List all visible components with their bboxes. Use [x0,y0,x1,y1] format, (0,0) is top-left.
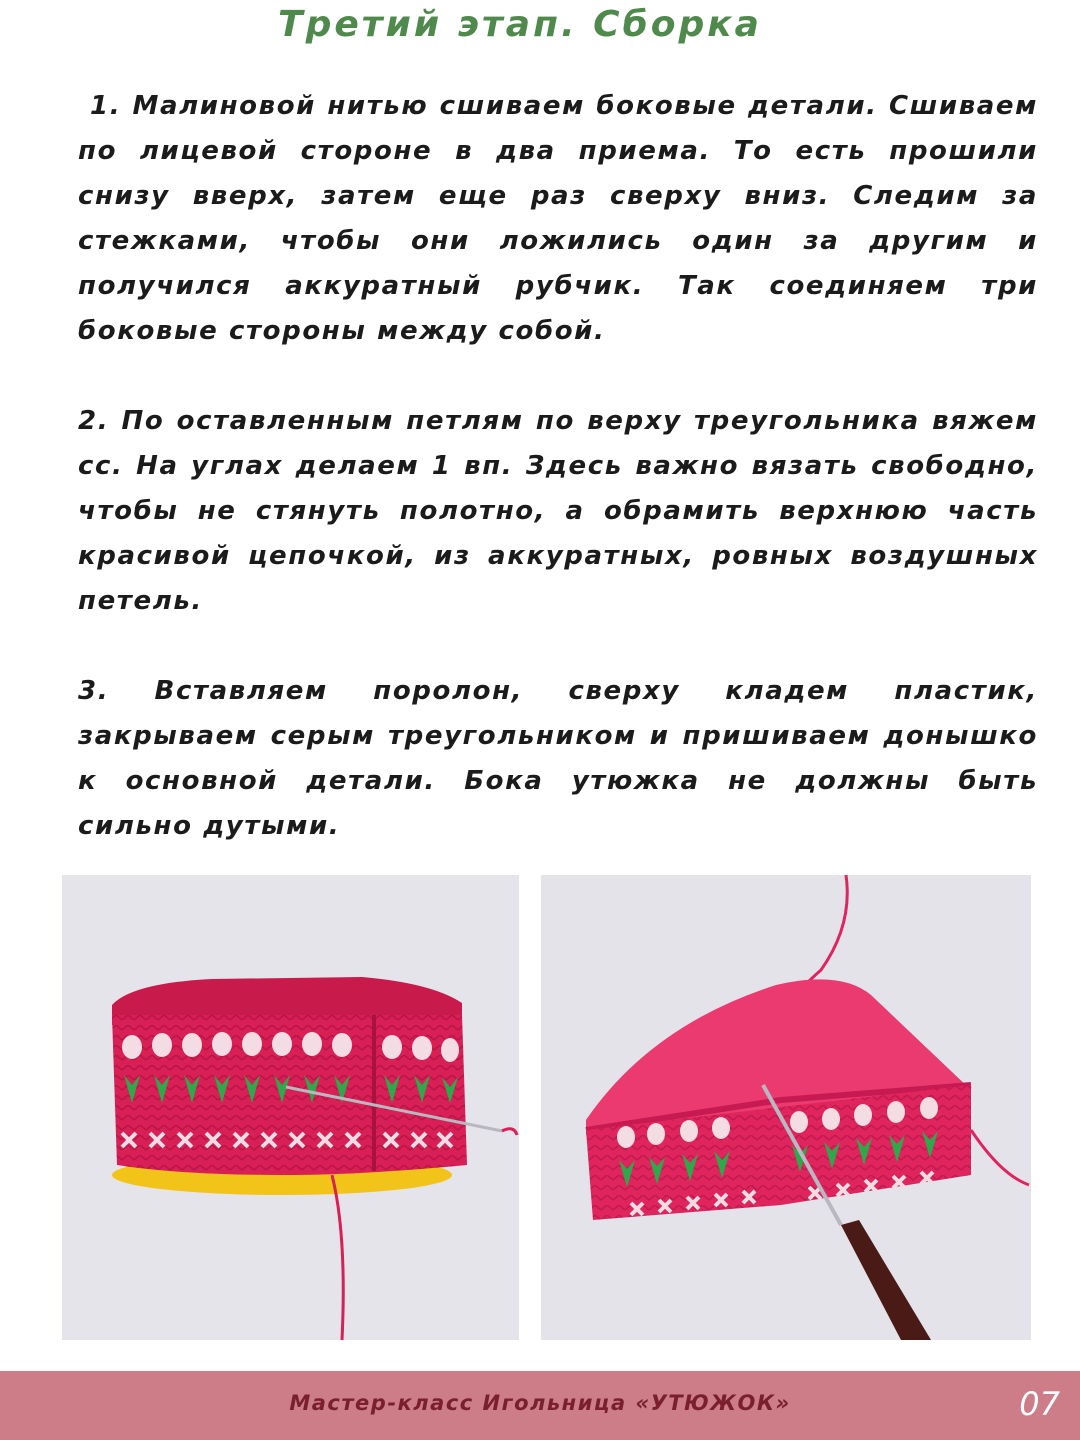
photo-crocheting-edge [541,875,1031,1340]
page-number: 07 [1019,1385,1060,1423]
page-title: Третий этап. Сборка [278,4,762,45]
step-1-text: 1. Малиновой нитью сшиваем боковые детали. Сшиваем по лицевой стороне в два приема. То есть прошили снизу вверх, затем еще раз сверху вниз. Следим за стежками, чтобы они ложились один за другим и получился аккуратный рубчик. Так соединяем три боковые стороны между собой. [78,91,1038,346]
photo-sewing-sides [62,875,519,1340]
footer-band [0,1371,1080,1440]
footer-caption: Мастер-класс Игольница «УТЮЖОК» [289,1391,791,1415]
step-3-text: 3. Вставляем поролон, сверху кладем пластик, закрываем серым треугольником и пришиваем донышко к основной детали. Бока утюжка не должны быть сильно дутыми. [78,676,1038,841]
step-2-text: 2. По оставленным петлям по верху треугольника вяжем сс. На углах делаем 1 вп. Здесь важно вязать свободно, чтобы не стянуть полотно, а обрамить верхнюю часть красивой цепочкой, из аккуратных, ровных воздушных петель. [78,406,1038,616]
